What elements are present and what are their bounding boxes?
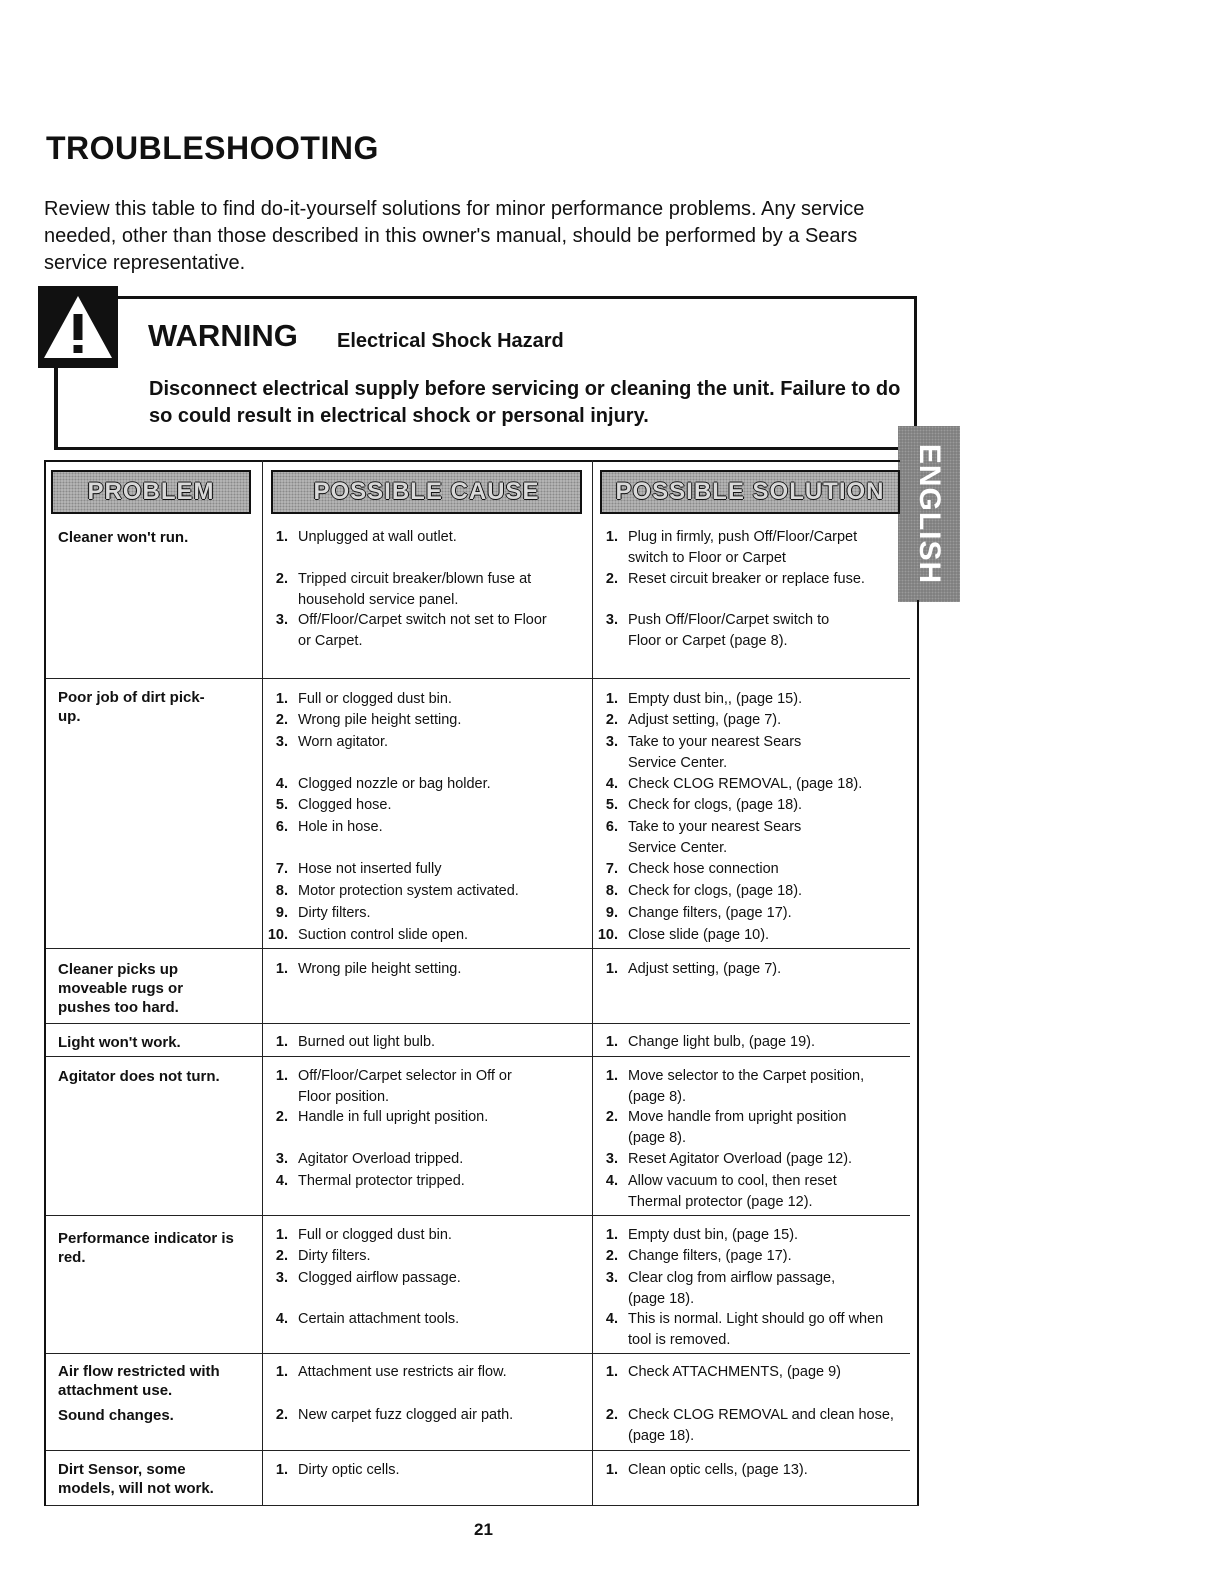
row-divider bbox=[264, 678, 594, 679]
cause-item: 1. Off/Floor/Carpet selector in Off or Floor position. bbox=[275, 1068, 512, 1105]
problem-cell: Performance indicator is red. bbox=[58, 1230, 234, 1266]
problem-cell: Dirt Sensor, some models, will not work. bbox=[58, 1461, 214, 1497]
table-top-border bbox=[44, 460, 900, 462]
cause-item: 4. Thermal protector tripped. bbox=[275, 1173, 465, 1189]
solution-item: 4. Allow vacuum to cool, then reset Thermal protector (page 12). bbox=[605, 1173, 837, 1210]
table-bottom-border bbox=[46, 1505, 919, 1506]
solution-item: 1. Check ATTACHMENTS, (page 9) bbox=[605, 1364, 841, 1380]
cause-item: 3. Worn agitator. bbox=[275, 734, 389, 750]
page-number: 21 bbox=[474, 1520, 493, 1539]
cause-item: 2. New carpet fuzz clogged air path. bbox=[275, 1407, 514, 1423]
cause-item: 1. Full or clogged dust bin. bbox=[275, 1227, 452, 1243]
solution-item: 2. Adjust setting, (page 7). bbox=[605, 712, 782, 728]
solution-item: 7. Check hose connection bbox=[605, 861, 779, 877]
cause-item: 2. Wrong pile height setting. bbox=[275, 712, 462, 728]
problem-cell: Cleaner picks up moveable rugs or pushes too hard. bbox=[58, 961, 184, 1016]
warning-icon-block bbox=[38, 286, 118, 368]
header-possible-cause: POSSIBLE CAUSE bbox=[271, 470, 582, 514]
warning-heading: WARNING bbox=[148, 318, 298, 353]
language-side-tab bbox=[898, 426, 960, 602]
language-side-tab-label: ENGLISH bbox=[913, 443, 946, 585]
solution-item: 1. Move selector to the Carpet position, (page 8). bbox=[605, 1068, 865, 1105]
header-problem: PROBLEM bbox=[51, 470, 251, 514]
cause-item: 2. Dirty filters. bbox=[275, 1248, 371, 1264]
solution-item: 8. Check for clogs, (page 18). bbox=[605, 883, 803, 899]
cause-item: 1. Wrong pile height setting. bbox=[275, 961, 462, 977]
cause-item: 6. Hole in hose. bbox=[275, 819, 383, 835]
warning-text: Disconnect electrical supply before servicing or cleaning the unit. Failure to do so could result in electrical shock or personal injury. bbox=[149, 378, 901, 427]
row-divider bbox=[46, 678, 296, 679]
cause-item: 2. Tripped circuit breaker/blown fuse at household service panel. bbox=[275, 571, 532, 608]
solution-item: 1. Change light bulb, (page 19). bbox=[605, 1034, 816, 1050]
row-divider bbox=[46, 948, 910, 949]
solution-item: 4. Check CLOG REMOVAL, (page 18). bbox=[605, 776, 863, 792]
table-left-border bbox=[44, 460, 46, 1506]
warning-triangle-icon bbox=[42, 294, 114, 360]
cause-item: 4. Certain attachment tools. bbox=[275, 1311, 460, 1327]
solution-item: 2. Reset circuit breaker or replace fuse. bbox=[605, 571, 865, 587]
problem-cell: Cleaner won't run. bbox=[58, 529, 189, 546]
cause-item: 5. Clogged hose. bbox=[275, 797, 392, 813]
row-divider bbox=[46, 1023, 910, 1024]
row-divider bbox=[46, 1215, 910, 1216]
cause-item: 1. Full or clogged dust bin. bbox=[275, 691, 452, 707]
column-divider-2 bbox=[592, 460, 593, 1506]
cause-item: 1. Attachment use restricts air flow. bbox=[275, 1364, 507, 1380]
cause-item: 3. Clogged airflow passage. bbox=[275, 1270, 461, 1286]
problem-cell: Poor job of dirt pick-up. bbox=[58, 689, 205, 725]
table-right-border bbox=[917, 600, 919, 1506]
solution-item: 6. Take to your nearest Sears Service Center. bbox=[605, 819, 802, 856]
row-divider bbox=[594, 678, 910, 679]
intro-paragraph: Review this table to find do-it-yourself solutions for minor performance problems. Any service needed, other than those described in this owner's manual, should be performed by a Sears service representative. bbox=[44, 198, 865, 274]
page-title: TROUBLESHOOTING bbox=[46, 130, 379, 166]
problem-cell: Air flow restricted with attachment use. bbox=[58, 1363, 220, 1399]
cause-item: 1. Dirty optic cells. bbox=[275, 1462, 400, 1478]
column-divider-1 bbox=[262, 460, 263, 1506]
solution-item: 3. Clear clog from airflow passage, (page 18). bbox=[605, 1270, 836, 1307]
cause-item: 2. Handle in full upright position. bbox=[275, 1109, 489, 1125]
cause-item: 4. Clogged nozzle or bag holder. bbox=[275, 776, 491, 792]
warning-subheading: Electrical Shock Hazard bbox=[337, 330, 564, 352]
problem-cell: Sound changes. bbox=[58, 1407, 174, 1424]
solution-item: 3. Take to your nearest Sears Service Center. bbox=[605, 734, 802, 771]
cause-item: 8. Motor protection system activated. bbox=[275, 883, 519, 899]
row-divider bbox=[46, 1450, 910, 1451]
solution-item: 2. Check CLOG REMOVAL and clean hose, (page 18). bbox=[605, 1407, 894, 1444]
row-divider bbox=[46, 1353, 910, 1354]
problem-cell: Light won't work. bbox=[58, 1034, 181, 1051]
solution-item: 9. Change filters, (page 17). bbox=[605, 905, 792, 921]
cause-item: 1. Unplugged at wall outlet. bbox=[275, 529, 457, 545]
cause-item: 10. Suction control slide open. bbox=[267, 927, 469, 943]
solution-item: 1. Clean optic cells, (page 13). bbox=[605, 1462, 808, 1478]
solution-item: 4. This is normal. Light should go off when tool is removed. bbox=[605, 1311, 884, 1348]
cause-item: 3. Off/Floor/Carpet switch not set to Floor or Carpet. bbox=[275, 612, 547, 649]
solution-item: 1. Adjust setting, (page 7). bbox=[605, 961, 782, 977]
solution-item: 10. Close slide (page 10). bbox=[597, 927, 770, 943]
solution-item: 3. Push Off/Floor/Carpet switch to Floor or Carpet (page 8). bbox=[605, 612, 830, 649]
cause-item: 1. Burned out light bulb. bbox=[275, 1034, 436, 1050]
problem-cell: Agitator does not turn. bbox=[58, 1068, 220, 1085]
row-divider bbox=[46, 1056, 910, 1057]
solution-item: 1. Plug in firmly, push Off/Floor/Carpet switch to Floor or Carpet bbox=[605, 529, 858, 566]
solution-item: 2. Change filters, (page 17). bbox=[605, 1248, 792, 1264]
cause-item: 7. Hose not inserted fully bbox=[275, 861, 442, 877]
solution-item: 1. Empty dust bin, (page 15). bbox=[605, 1227, 799, 1243]
solution-item: 1. Empty dust bin,, (page 15). bbox=[605, 691, 803, 707]
header-possible-solution: POSSIBLE SOLUTION bbox=[600, 470, 900, 514]
solution-item: 3. Reset Agitator Overload (page 12). bbox=[605, 1151, 853, 1167]
cause-item: 3. Agitator Overload tripped. bbox=[275, 1151, 464, 1167]
solution-item: 2. Move handle from upright position (page 8). bbox=[605, 1109, 847, 1146]
solution-item: 5. Check for clogs, (page 18). bbox=[605, 797, 803, 813]
cause-item: 9. Dirty filters. bbox=[275, 905, 371, 921]
